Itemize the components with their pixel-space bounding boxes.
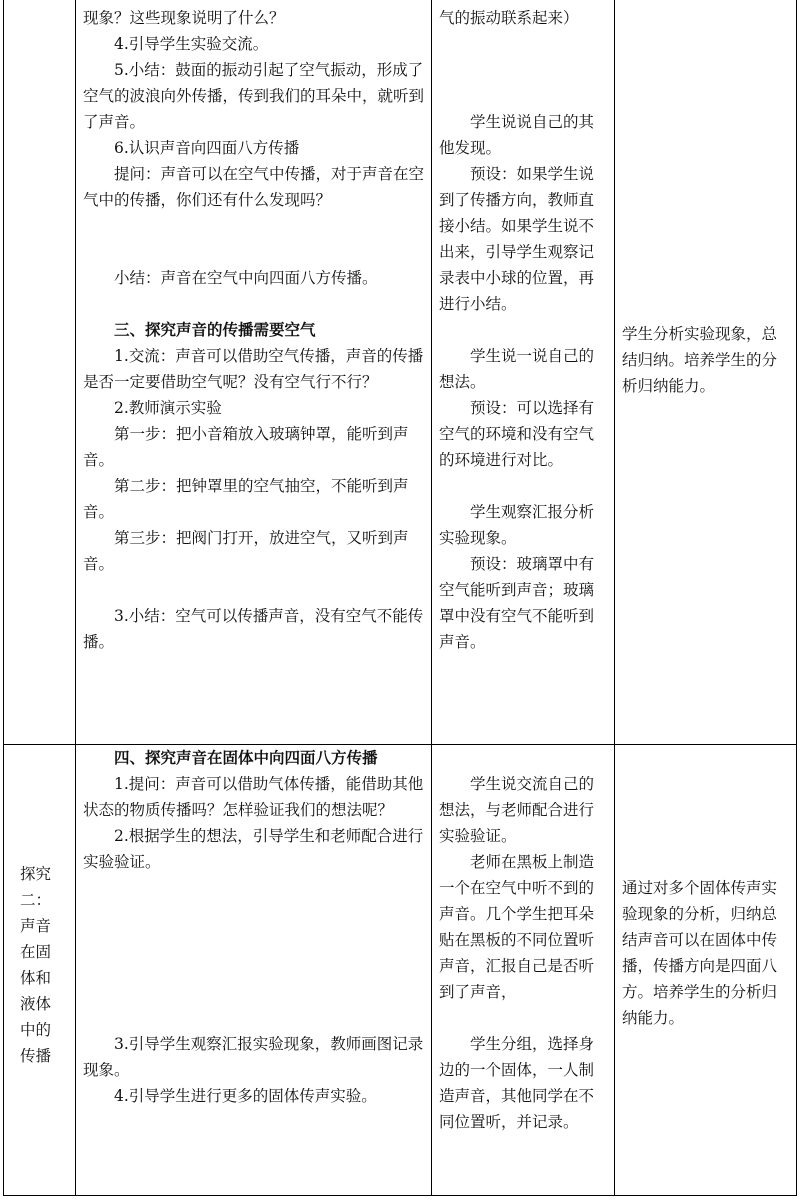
row2-stage-label (20, 861, 62, 1069)
demo-step-1: 第一步：把小音箱放入玻璃钟罩，能听到声音。 (83, 425, 409, 469)
student-observe: 学生观察汇报分析实验现象。 (439, 503, 595, 547)
column-divider-student (614, 0, 615, 1196)
student-discover: 学生说说自己的其他发现。 (439, 113, 595, 157)
teacher-step-6: 6.认识声音向四面八方传播 (114, 139, 300, 157)
teacher-summary-air: 3.小结：空气可以传播声音，没有空气不能传播。 (83, 607, 424, 651)
teacher-record: 3.引导学生观察汇报实验现象，教师画图记录现象。 (83, 1035, 424, 1079)
row1-student-activities (439, 5, 609, 655)
row1-design-intent (622, 321, 792, 399)
student-exchange: 学生说交流自己的想法，与老师配合进行实验验证。 (439, 775, 595, 845)
teacher-line: 现象？这些现象说明了什么？ (83, 9, 285, 27)
stage-text: 探究二：声音在固体和液体中的传播 (20, 865, 52, 1065)
teacher-question-2: 1.提问：声音可以借助气体传播，能借助其他状态的物质传播吗？怎样验证我们的想法呢？ (83, 775, 424, 819)
section-heading-4: 四、探究声音在固体中向四面八方传播 (114, 748, 378, 767)
teacher-summary-vibration: 5.小结：鼓面的振动引起了空气振动，形成了空气的波浪向外传播，传到我们的耳朵中，就听到了声音。 (83, 61, 425, 131)
student-preset-2: 预设：可以选择有空气的环境和没有空气的环境进行对比。 (439, 399, 595, 469)
teacher-demo: 2.教师演示实验 (114, 399, 222, 417)
teacher-summary-directions: 小结：声音在空气中向四面八方传播。 (114, 269, 378, 287)
demo-step-3: 第三步：把阀门打开，放进空气，又听到声音。 (83, 529, 409, 573)
student-line: 气的振动联系起来） (439, 9, 579, 27)
row2-teacher-activities (83, 745, 425, 1109)
teacher-more-experiments: 4.引导学生进行更多的固体传声实验。 (114, 1087, 377, 1105)
demo-step-2: 第二步：把钟罩里的空气抽空，不能听到声音。 (83, 477, 409, 521)
row2-design-intent (622, 875, 792, 1031)
student-preset-3: 预设：玻璃罩中有空气能听到声音；玻璃罩中没有空气不能听到声音。 (439, 555, 595, 651)
table-border-right (796, 0, 797, 1196)
teacher-guide-experiment: 2.根据学生的想法，引导学生和老师配合进行实验验证。 (83, 827, 424, 871)
section-heading-3: 三、探究声音的传播需要空气 (114, 320, 316, 339)
student-blackboard: 老师在黑板上制造一个在空气中听不到的声音。几个学生把耳朵贴在黑板的不同位置听声音，汇报自己是否听到了声音， (439, 853, 595, 1001)
student-ideas: 学生说一说自己的想法。 (439, 347, 595, 391)
column-divider-stage (75, 0, 76, 1196)
intent-text-2: 通过对多个固体传声实验现象的分析，归纳总结声音可以在固体中传播，传播方向是四面八方。培养学生的分析归纳能力。 (622, 879, 778, 1027)
intent-text: 学生分析实验现象，总结归纳。培养学生的分析归纳能力。 (622, 325, 778, 395)
teacher-step-4: 4.引导学生实验交流。 (114, 35, 269, 53)
student-preset-1: 预设：如果学生说到了传播方向，教师直接小结。如果学生说不出来，引导学生观察记录表中小球的位置，再进行小结。 (439, 165, 595, 313)
student-group: 学生分组，选择身边的一个固体，一人制造声音，其他同学在不同位置听，并记录。 (439, 1035, 595, 1131)
row1-teacher-activities (83, 5, 425, 655)
teacher-question: 提问：声音可以在空气中传播，对于声音在空气中的传播，你们还有什么发现吗？ (83, 165, 425, 209)
column-divider-teacher (431, 0, 432, 1196)
table-border-bottom (3, 1195, 797, 1196)
teacher-discussion: 1.交流：声音可以借助空气传播，声音的传播是否一定要借助空气呢？没有空气行不行？ (83, 347, 424, 391)
row2-student-activities (439, 771, 609, 1135)
table-border-left (3, 0, 4, 1196)
